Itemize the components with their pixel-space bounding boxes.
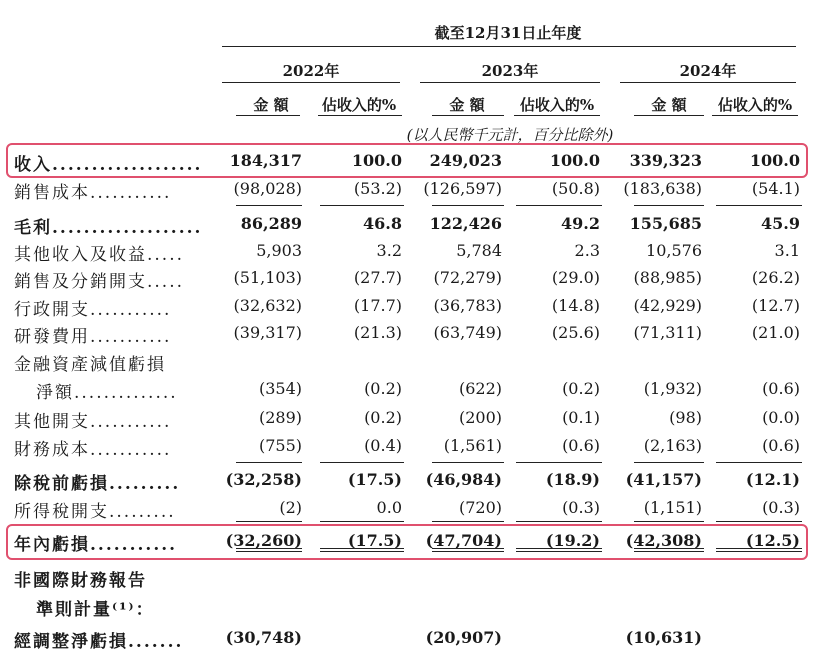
col-pct-2022: 佔收入的% <box>321 96 397 114</box>
percent-cell: (26.2) <box>751 268 800 287</box>
amount-cell: (42,929) <box>633 296 702 315</box>
amount-cell: 122,426 <box>429 214 502 233</box>
subtotal-rule <box>516 521 602 522</box>
row-leader-dots: ........... <box>90 412 172 432</box>
amount-cell: (98,028) <box>233 179 302 198</box>
amount-cell: (720) <box>458 498 502 517</box>
row-label-text: 其他開支 <box>14 412 90 432</box>
amount-cell: (1,932) <box>643 379 702 398</box>
amount-cell: (51,103) <box>233 268 302 287</box>
amount-cell: 10,576 <box>646 241 702 260</box>
year-2022-rule <box>222 82 400 83</box>
amount-cell: (39,317) <box>233 323 302 342</box>
col-rule-5 <box>634 115 704 116</box>
row-label-text: 銷售成本 <box>14 183 90 203</box>
amount-cell: (10,631) <box>625 628 702 647</box>
subtotal-rule <box>634 521 704 522</box>
row-leader-dots: ........... <box>90 183 172 203</box>
double-underline <box>634 548 704 552</box>
row-label <box>14 530 177 555</box>
row-label <box>14 627 183 652</box>
amount-cell: (32,260) <box>225 531 302 550</box>
double-underline <box>516 548 602 552</box>
amount-cell: 249,023 <box>429 151 502 170</box>
amount-cell: 5,903 <box>256 241 302 260</box>
subtotal-rule <box>320 462 404 463</box>
percent-cell: (27.7) <box>353 268 402 287</box>
col-pct-2024: 佔收入的% <box>717 96 793 114</box>
percent-cell: (53.2) <box>353 179 402 198</box>
row-label <box>14 178 171 203</box>
row-label <box>36 595 155 620</box>
amount-cell: (183,638) <box>623 179 702 198</box>
percent-cell: 3.2 <box>376 241 402 260</box>
year-2023: 2023年 <box>481 62 539 80</box>
amount-cell: (41,157) <box>625 470 702 489</box>
percent-cell: 3.1 <box>774 241 800 260</box>
percent-cell: 45.9 <box>761 214 800 233</box>
row-label <box>14 497 176 522</box>
row-leader-dots: ........... <box>90 535 178 555</box>
row-label-text: 收入 <box>14 155 52 175</box>
row-label-text: 除稅前虧損 <box>14 474 109 494</box>
double-underline <box>320 548 404 552</box>
col-rule-4 <box>514 115 600 116</box>
year-2024: 2024年 <box>679 62 737 80</box>
subtotal-rule <box>516 462 602 463</box>
double-underline <box>716 548 802 552</box>
percent-cell: (17.7) <box>353 296 402 315</box>
row-label-text: 經調整淨虧損 <box>14 632 128 652</box>
subtotal-rule <box>716 521 802 522</box>
row-label <box>14 469 180 494</box>
row-leader-dots: ........... <box>90 440 172 460</box>
row-label-text: 非國際財務報告 <box>14 571 147 591</box>
percent-cell: (54.1) <box>751 179 800 198</box>
year-2022: 2022年 <box>282 62 340 80</box>
percent-cell: (0.6) <box>762 436 800 455</box>
row-label <box>14 566 147 591</box>
subtotal-rule <box>432 462 504 463</box>
col-amount-2023: 金 額 <box>449 96 485 114</box>
amount-cell: 155,685 <box>629 214 702 233</box>
percent-cell: (21.0) <box>751 323 800 342</box>
percent-cell: (17.5) <box>347 470 402 489</box>
subtotal-rule <box>236 462 302 463</box>
percent-cell: (14.8) <box>551 296 600 315</box>
percent-cell: 2.3 <box>574 241 600 260</box>
percent-cell: (0.2) <box>364 379 402 398</box>
percent-cell: (21.3) <box>353 323 402 342</box>
amount-cell: (755) <box>258 436 302 455</box>
double-underline <box>236 548 302 552</box>
subtotal-rule <box>516 205 602 206</box>
percent-cell: (0.3) <box>562 498 600 517</box>
amount-cell: (47,704) <box>425 531 502 550</box>
row-label <box>14 407 171 432</box>
amount-cell: (98) <box>669 408 702 427</box>
percent-cell: (12.1) <box>745 470 800 489</box>
amount-cell: (72,279) <box>433 268 502 287</box>
row-leader-dots: .............. <box>74 383 178 403</box>
percent-cell: (12.7) <box>751 296 800 315</box>
row-label <box>14 213 202 238</box>
row-label <box>14 435 171 460</box>
row-label-text: 淨額 <box>36 383 74 403</box>
row-label-text: 毛利 <box>14 218 52 238</box>
amount-cell: (32,258) <box>225 470 302 489</box>
amount-cell: (46,984) <box>425 470 502 489</box>
row-leader-dots: ................... <box>52 218 203 238</box>
subtotal-rule <box>320 205 404 206</box>
year-2023-rule <box>420 82 600 83</box>
amount-cell: (32,632) <box>233 296 302 315</box>
row-leader-dots: ..... <box>147 245 185 265</box>
row-label-text: 其他收入及收益 <box>14 245 147 265</box>
double-underline <box>432 548 504 552</box>
col-rule-2 <box>318 115 402 116</box>
row-label <box>14 322 171 347</box>
percent-cell: (17.5) <box>347 531 402 550</box>
percent-cell: (0.3) <box>762 498 800 517</box>
percent-cell: (25.6) <box>551 323 600 342</box>
amount-cell: (2) <box>279 498 302 517</box>
percent-cell: 100.0 <box>549 151 600 170</box>
subtotal-rule <box>320 521 404 522</box>
amount-cell: (30,748) <box>225 628 302 647</box>
subtotal-rule <box>432 205 504 206</box>
row-leader-dots: ........... <box>90 327 172 347</box>
row-leader-dots: ......... <box>109 502 176 522</box>
amount-cell: (1,151) <box>643 498 702 517</box>
amount-cell: 86,289 <box>240 214 302 233</box>
amount-cell: (42,308) <box>625 531 702 550</box>
amount-cell: (63,749) <box>433 323 502 342</box>
row-label <box>14 150 202 175</box>
row-label-text: 所得稅開支 <box>14 502 109 522</box>
percent-cell: (0.6) <box>762 379 800 398</box>
amount-cell: (88,985) <box>633 268 702 287</box>
row-label <box>14 350 166 375</box>
row-label-text: 金融資產減值虧損 <box>14 355 166 375</box>
percent-cell: (0.6) <box>562 436 600 455</box>
amount-cell: (20,907) <box>425 628 502 647</box>
percent-cell: (0.2) <box>562 379 600 398</box>
subtotal-rule <box>432 521 504 522</box>
subtotal-rule <box>634 205 704 206</box>
row-label <box>14 295 171 320</box>
col-rule-1 <box>236 115 300 116</box>
row-label <box>14 240 184 265</box>
row-label-text: 財務成本 <box>14 440 90 460</box>
period-rule <box>222 46 796 47</box>
percent-cell: (12.5) <box>745 531 800 550</box>
amount-cell: (354) <box>258 379 302 398</box>
amount-cell: (622) <box>458 379 502 398</box>
percent-cell: (50.8) <box>551 179 600 198</box>
percent-cell: (19.2) <box>545 531 600 550</box>
amount-cell: (2,163) <box>643 436 702 455</box>
row-label-text: 銷售及分銷開支 <box>14 272 147 292</box>
amount-cell: (126,597) <box>423 179 502 198</box>
row-leader-dots: ..... <box>147 272 185 292</box>
subtotal-rule <box>716 462 802 463</box>
percent-cell: 0.0 <box>376 498 402 517</box>
row-leader-dots: ......... <box>109 474 181 494</box>
col-amount-2022: 金 額 <box>253 96 289 114</box>
percent-cell: 100.0 <box>351 151 402 170</box>
subtotal-rule <box>236 521 302 522</box>
amount-cell: (289) <box>258 408 302 427</box>
row-leader-dots: ................... <box>52 155 203 175</box>
percent-cell: (29.0) <box>551 268 600 287</box>
subtotal-rule <box>634 462 704 463</box>
percent-cell: (0.0) <box>762 408 800 427</box>
year-2024-rule <box>620 82 796 83</box>
subtotal-rule <box>236 205 302 206</box>
row-label <box>14 267 184 292</box>
amount-cell: (200) <box>458 408 502 427</box>
col-rule-6 <box>712 115 798 116</box>
amount-cell: (71,311) <box>633 323 702 342</box>
row-label-text: 年內虧損 <box>14 535 90 555</box>
percent-cell: (0.1) <box>562 408 600 427</box>
percent-cell: 46.8 <box>363 214 402 233</box>
col-amount-2024: 金 額 <box>651 96 687 114</box>
amount-cell: (36,783) <box>433 296 502 315</box>
row-label-text: 研發費用 <box>14 327 90 347</box>
row-leader-dots: ....... <box>128 632 184 652</box>
col-rule-3 <box>432 115 504 116</box>
row-label <box>36 378 178 403</box>
currency-note: (以人民幣千元計，百分比除外) <box>406 126 614 144</box>
col-pct-2023: 佔收入的% <box>519 96 595 114</box>
row-leader-dots: ........... <box>90 300 172 320</box>
amount-cell: (1,561) <box>443 436 502 455</box>
row-label-text: 準則計量⁽¹⁾： <box>36 600 155 620</box>
amount-cell: 339,323 <box>629 151 702 170</box>
percent-cell: (18.9) <box>545 470 600 489</box>
row-label-text: 行政開支 <box>14 300 90 320</box>
period-header: 截至12月31日止年度 <box>434 24 582 42</box>
percent-cell: (0.4) <box>364 436 402 455</box>
amount-cell: 184,317 <box>229 151 302 170</box>
amount-cell: 5,784 <box>456 241 502 260</box>
percent-cell: 100.0 <box>749 151 800 170</box>
percent-cell: 49.2 <box>561 214 600 233</box>
subtotal-rule <box>716 205 802 206</box>
percent-cell: (0.2) <box>364 408 402 427</box>
